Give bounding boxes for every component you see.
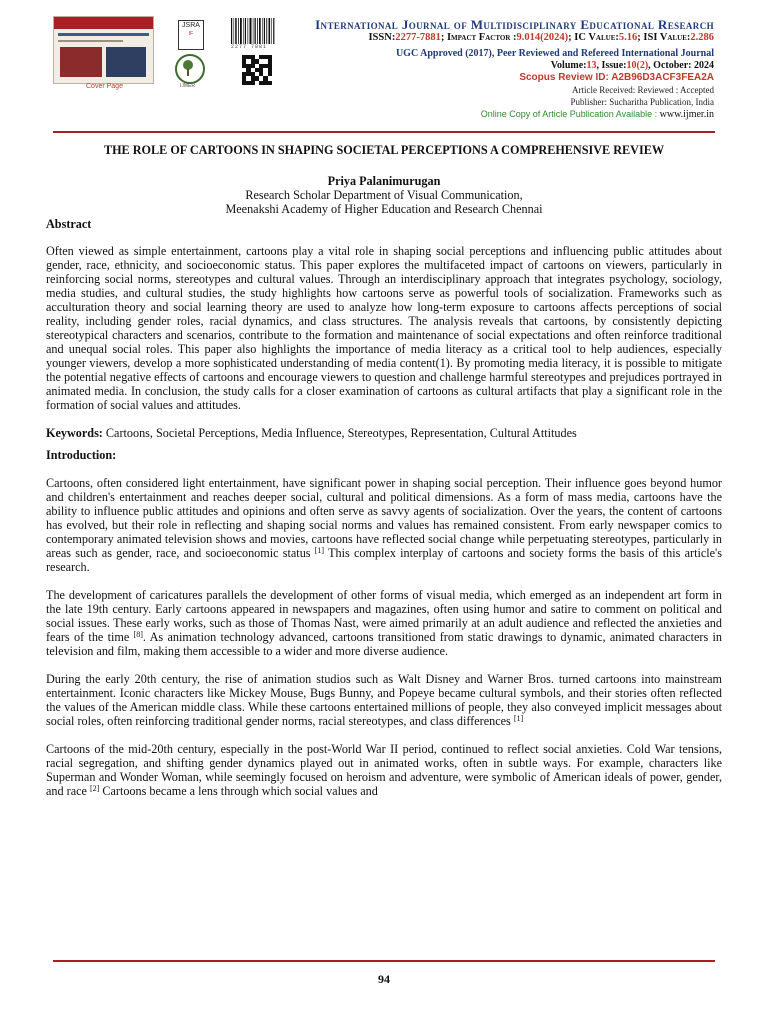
qr-code-icon[interactable]: [242, 55, 272, 85]
footer-divider: [53, 960, 715, 962]
abstract-text: Often viewed as simple entertainment, cartoons play a vital role in shaping social perceptions and influencing public attitudes about gender, race, ethnicity, and socioeconomic status. This paper explores the multifaceted impact of cartoons on viewers, particularly in reinforcing social norms, stereotypes and cultural values. Through an interdisciplinary approach that integrates psychology, sociology, media studies, and cultural studies, the study highlights how cartoons serve as powerful tools of socialization. Frameworks such as acculturation theory and social learning theory are used to analyze how long-term exposure to cartoons affects perceptions of social reality, including gender roles, racial dynamics, and class structures. The analysis reveals that cartoons, by consistently depicting stereotypical characters and scenarios, contribute to the formation and maintenance of social expectations and often reinforce traditional and unequal social roles. This paper also highlights the importance of media literacy as a critical tool to help audiences, especially younger viewers, develop a more sophisticated understanding of media content(1). By promoting media literacy, it is possible to mitigate the potential negative effects of cartoons and encourage viewers to question and challenge harmful stereotypes and prejudices portrayed in animated media. In conclusion, the study calls for a closer examination of cartoons as cultural artifacts that play a significant role in the formation of social values and attitudes.: [46, 244, 722, 412]
cover-page-thumbnail[interactable]: [53, 16, 154, 84]
author-affiliation-1: Research Scholar Department of Visual Communication,: [245, 188, 523, 202]
scopus-review-id: Scopus Review ID: A2B96D3ACF3FEA2A: [519, 72, 714, 83]
barcode-icon: [231, 18, 275, 44]
article-received-line: Article Received: Reviewed : Accepted: [572, 85, 714, 95]
emblem-logo-icon: [175, 54, 205, 84]
barcode-number: 2277 7881: [231, 44, 268, 50]
paper-title: THE ROLE OF CARTOONS IN SHAPING SOCIETAL PERCEPTIONS A COMPREHENSIVE REVIEW: [103, 143, 665, 157]
author-affiliation-2: Meenakshi Academy of Higher Education and Research Chennai: [225, 202, 543, 216]
intro-paragraph-1: Cartoons, often considered light entertainment, have significant power in shaping social perception. Their influence goes beyond humor and children's entertainment and reaches deeper social, cultural and political dimensions. As a form of mass media, cartoons have the ability to influence public attitudes and opinions and often serve as savvy agents of socialization. Over the years, the content of cartoons has evolved, but their role in reflecting and shaping social norms and values has remained consistent. From early newspaper comics to contemporary animated television shows and movies, cartoons have reflected social change while perpetuating stereotypes, particularly in areas such as gender, race, and socioeconomic status [1] This complex interplay of cartoons and society forms the basis of this article's research.: [46, 476, 722, 574]
citation-ref[interactable]: [2]: [89, 784, 100, 793]
website-link[interactable]: www.ijmer.in: [659, 109, 714, 120]
citation-ref[interactable]: [1]: [513, 714, 524, 723]
abstract-heading: Abstract: [46, 217, 92, 231]
issn-metrics-line: ISSN:2277-7881; Impact Factor :9.014(2024); IC Value:5.16; ISI Value:2.286: [368, 32, 714, 43]
ugc-approval-line: UGC Approved (2017), Peer Reviewed and Refereed International Journal: [395, 48, 714, 59]
citation-ref[interactable]: [1]: [314, 546, 325, 555]
jsra-logo-icon: JSRA IF: [178, 20, 204, 50]
page-number: 94: [378, 972, 390, 986]
intro-paragraph-3: During the early 20th century, the rise of animation studios such as Walt Disney and Warner Bros. turned cartoons into mainstream entertainment. Iconic characters like Mickey Mouse, Bugs Bunny, and Popeye became cultural symbols, and their stories often reflected the values of the American middle class. While these cartoons entertained millions of people, they also conveyed implicit messages about social roles, often reinforcing traditional gender norms, racial stereotypes, and class differences [1]: [46, 672, 722, 728]
keywords-line: Keywords: Cartoons, Societal Perceptions, Media Influence, Stereotypes, Representation, Cultural Attitudes: [46, 426, 577, 440]
cover-page-caption[interactable]: Cover Page: [86, 83, 123, 90]
intro-paragraph-4: Cartoons of the mid-20th century, especially in the post-World War II period, continued to reflect social anxieties. Cold War tensions, racial segregation, and shifting gender dynamics played out in animated works, often in subtle ways. For example, characters like Superman and Wonder Woman, while seemingly focused on heroism and adventure, were symbolic of American ideals of power, gender, and race [2] Cartoons became a lens through which social values and: [46, 742, 722, 798]
article-body: [46, 143, 722, 798]
journal-header: [0, 0, 768, 136]
header-divider: [53, 131, 715, 133]
citation-ref[interactable]: [8]: [133, 630, 143, 639]
emblem-caption: IJMER: [180, 83, 195, 89]
publisher-line: Publisher: Sucharitha Publication, India: [570, 97, 714, 107]
introduction-heading: Introduction:: [46, 448, 117, 462]
intro-paragraph-2: The development of caricatures parallels the development of other forms of visual media, which emerged as an independent art form in the late 19th century. Early cartoons appeared in newspapers and magazines, often using humor and satire to comment on political and social issues. These early works, such as those of Thomas Nast, were aimed primarily at an adult audience and reflected the anxieties and fears of the time [8]. As animation technology advanced, cartoons transitioned from static drawings to dynamic, animated characters in television and film, making them accessible to a wider and more diverse audience.: [46, 588, 722, 658]
journal-title: International Journal of Multidisciplinary Educational Research: [315, 17, 714, 32]
volume-issue-line: Volume:13, Issue:10(2), October: 2024: [550, 60, 714, 71]
online-copy-line: Online Copy of Article Publication Available : www.ijmer.in: [480, 109, 714, 120]
author-name: Priya Palanimurugan: [327, 174, 441, 188]
